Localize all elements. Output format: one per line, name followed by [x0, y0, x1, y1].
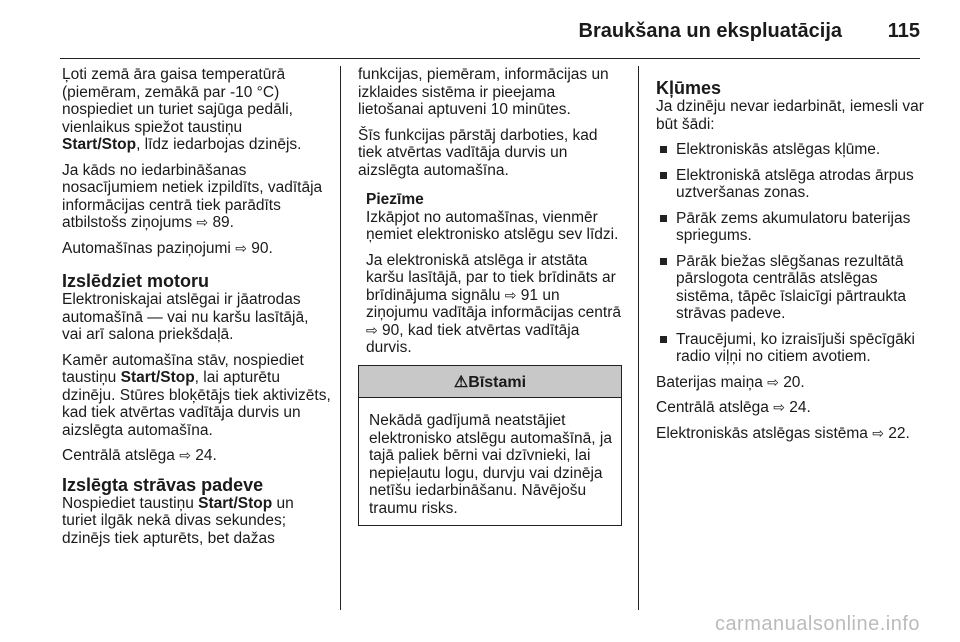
paragraph: funkcijas, piemēram, informācijas un izklaides sistēma ir pieejama lietošanai aptuveni 10 minūtes. — [358, 66, 609, 118]
paragraph: Automašīnas paziņojumi ⇨ 90. — [62, 239, 273, 257]
paragraph: Kamēr automašīna stāv, nospiediet taustiņu Start/Stop, lai apturētu dzinēju. Stūres bloķētājs tiek aktivizēts, kad tiek atvērtas vadītāja durvis un aizslēgta automašīna. — [62, 351, 331, 439]
column-right — [656, 66, 926, 450]
paragraph: Nospiediet taustiņu Start/Stop un turiet ilgāk nekā divas sekundes; dzinējs tiek apturēts, bet dažas — [62, 494, 294, 547]
column-divider — [340, 66, 341, 610]
warning-triangle-icon: ⚠ — [453, 373, 469, 391]
danger-header: ⚠Bīstami — [359, 366, 621, 399]
paragraph: Elektroniskās atslēgas sistēma ⇨ 22. — [656, 424, 910, 442]
note-box — [366, 191, 624, 357]
page-header — [0, 0, 960, 60]
list-item: Elektroniskās atslēgas kļūme. — [656, 141, 926, 159]
reference-arrow-icon: ⇨ — [504, 286, 517, 303]
paragraph: Šīs funkcijas pārstāj darboties, kad tiek atvērtas vadītāja durvis un aizslēgta automašīna. — [358, 126, 598, 179]
heading-power-off: Izslēgta strāvas padeve — [62, 474, 264, 495]
reference-arrow-icon: ⇨ — [872, 424, 884, 441]
bullet-icon — [660, 172, 667, 179]
page-number: 115 — [887, 20, 920, 42]
fault-list — [656, 141, 926, 366]
watermark: carmanualsonline.info — [714, 613, 920, 635]
reference-arrow-icon: ⇨ — [235, 239, 247, 256]
column-divider — [638, 66, 639, 610]
column-middle — [358, 66, 624, 526]
note-title: Piezīme — [366, 191, 424, 208]
bullet-icon — [660, 258, 667, 265]
heading-faults: Kļūmes — [656, 78, 722, 98]
list-item: Traucējumi, ko izraisījuši spēcīgāki radio viļņi no citiem avotiem. — [656, 331, 926, 366]
heading-stop-engine: Izslēdziet motoru — [62, 271, 210, 291]
list-item: Pārāk zems akumulatoru baterijas spriegums. — [656, 210, 926, 245]
danger-text: Nekādā gadījumā neatstājiet elektronisko atslēgu automašīnā, ja tajā paliek bērni vai dzīvnieki, lai nepieļautu logu, durvju vai dzinēja netīšu iedarbināšanu. Nāvējošu traumu risks. — [369, 412, 612, 517]
header-divider — [60, 58, 920, 59]
paragraph: Elektroniskajai atslēgai ir jāatrodas automašīnā — vai nu karšu lasītājā, vai arī salona priekšdaļā. — [62, 291, 309, 343]
list-item: Elektroniskā atslēga atrodas ārpus uztveršanas zonas. — [656, 167, 926, 202]
bullet-icon — [660, 146, 667, 153]
paragraph: Izkāpjot no automašīnas, vienmēr ņemiet elektronisko atslēgu sev līdzi. — [366, 208, 619, 243]
paragraph: Baterijas maiņa ⇨ 20. — [656, 373, 805, 391]
column-left — [62, 66, 332, 555]
reference-arrow-icon: ⇨ — [767, 373, 779, 390]
reference-arrow-icon: ⇨ — [366, 321, 378, 338]
reference-arrow-icon: ⇨ — [179, 447, 191, 463]
paragraph: Centrālā atslēga ⇨ 24. — [62, 447, 217, 464]
danger-box — [358, 365, 622, 527]
list-item: Pārāk biežas slēgšanas rezultātā pārslogota centrālās atslēgas sistēma, tāpēc īslaicīgi pārtraukta strāvas padeve. — [656, 253, 926, 323]
bullet-icon — [660, 336, 667, 343]
section-title: Braukšana un ekspluatācija — [578, 20, 842, 42]
paragraph: Ja dzinēju nevar iedarbināt, iemesli var būt šādi: — [656, 98, 924, 133]
reference-arrow-icon: ⇨ — [773, 399, 785, 415]
paragraph: Ļoti zemā āra gaisa temperatūrā (piemēram, zemākā par -10 °C) nospiediet un turiet sajūga pedāli, vienlaikus spiežot taustiņu Start/Stop, līdz iedarbojas dzinējs. — [62, 66, 302, 153]
paragraph: Ja elektroniskā atslēga ir atstāta karšu lasītājā, par to tiek brīdināts ar brīdinājuma signālu ⇨ 91 un ziņojumu vadītāja informācijas centrā ⇨ 90, kad tiek atvērtas vadītāja durvis. — [366, 251, 622, 356]
bullet-icon — [660, 215, 667, 222]
paragraph: Centrālā atslēga ⇨ 24. — [656, 399, 811, 416]
paragraph: Ja kāds no iedarbināšanas nosacījumiem netiek izpildīts, vadītāja informācijas centrā tiek parādīts atbilstošs ziņojums ⇨ 89. — [62, 161, 323, 231]
reference-arrow-icon: ⇨ — [196, 214, 209, 230]
